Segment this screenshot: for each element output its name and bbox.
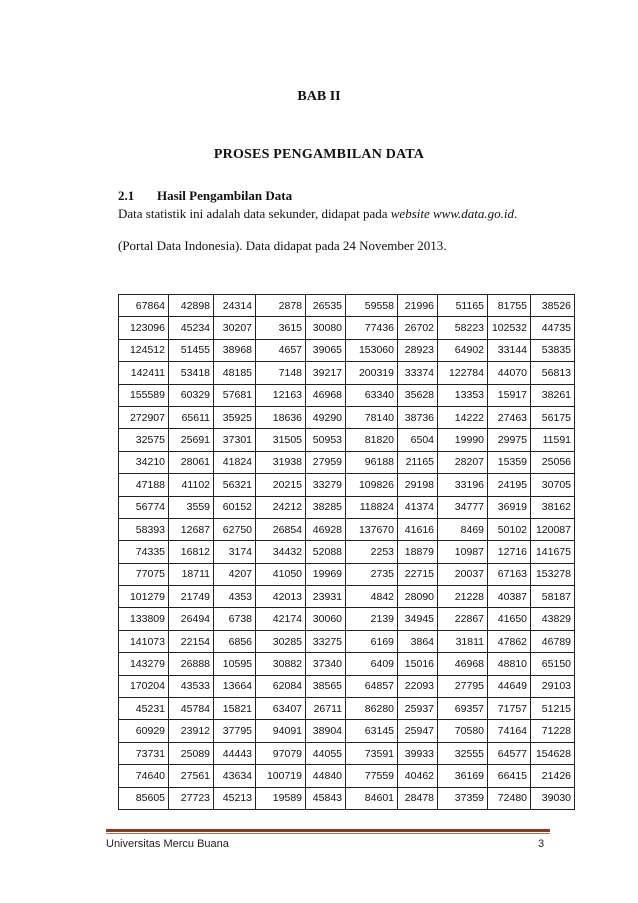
table-cell: 3615	[256, 317, 306, 339]
table-cell: 26711	[306, 698, 346, 720]
paragraph-suffix: .	[514, 206, 518, 221]
table-cell: 22093	[398, 675, 438, 697]
table-cell: 2878	[256, 295, 306, 317]
table-cell: 6504	[398, 429, 438, 451]
table-cell: 30705	[531, 474, 575, 496]
table-cell: 26702	[398, 317, 438, 339]
table-cell: 25937	[398, 698, 438, 720]
table-cell: 3559	[169, 496, 214, 518]
table-cell: 24195	[488, 474, 531, 496]
table-cell: 28207	[438, 451, 488, 473]
table-cell: 21996	[398, 295, 438, 317]
table-cell: 170204	[119, 675, 169, 697]
table-cell: 77075	[119, 563, 169, 585]
table-cell: 20215	[256, 474, 306, 496]
table-cell: 41824	[214, 451, 256, 473]
table-cell: 44649	[488, 675, 531, 697]
table-cell: 46928	[306, 518, 346, 540]
table-cell: 41650	[488, 608, 531, 630]
table-cell: 19969	[306, 563, 346, 585]
table-cell: 59558	[346, 295, 398, 317]
table-cell: 133809	[119, 608, 169, 630]
table-cell: 73731	[119, 742, 169, 764]
table-cell: 39217	[306, 362, 346, 384]
table-row	[119, 698, 575, 720]
table-cell: 71757	[488, 698, 531, 720]
table-cell: 26494	[169, 608, 214, 630]
table-cell: 34210	[119, 451, 169, 473]
table-cell: 77436	[346, 317, 398, 339]
table-cell: 118824	[346, 496, 398, 518]
table-cell: 57681	[214, 384, 256, 406]
table-cell: 28923	[398, 339, 438, 361]
table-cell: 53835	[531, 339, 575, 361]
table-cell: 67163	[488, 563, 531, 585]
table-cell: 94091	[256, 720, 306, 742]
paragraph-line-2: (Portal Data Indonesia). Data didapat pada 24 November 2013.	[118, 238, 447, 253]
footer-rule	[106, 829, 550, 832]
table-cell: 101279	[119, 586, 169, 608]
table-row	[119, 787, 575, 809]
table-cell: 56813	[531, 362, 575, 384]
table-cell: 15016	[398, 653, 438, 675]
table-cell: 97079	[256, 742, 306, 764]
table-row	[119, 406, 575, 428]
table-cell: 64902	[438, 339, 488, 361]
table-cell: 41050	[256, 563, 306, 585]
chapter-heading: BAB II	[297, 89, 341, 104]
table-cell: 62084	[256, 675, 306, 697]
table-cell: 65611	[169, 406, 214, 428]
table-cell: 15917	[488, 384, 531, 406]
table-cell: 22867	[438, 608, 488, 630]
table-cell: 32575	[119, 429, 169, 451]
table-cell: 43829	[531, 608, 575, 630]
table-cell: 41374	[398, 496, 438, 518]
table-cell: 51455	[169, 339, 214, 361]
table-row	[119, 384, 575, 406]
table-row	[119, 586, 575, 608]
table-cell: 31811	[438, 630, 488, 652]
table-cell: 6856	[214, 630, 256, 652]
table-cell: 154628	[531, 742, 575, 764]
table-cell: 137670	[346, 518, 398, 540]
table-cell: 64857	[346, 675, 398, 697]
table-cell: 73591	[346, 742, 398, 764]
table-row	[119, 295, 575, 317]
table-cell: 35628	[398, 384, 438, 406]
table-cell: 45843	[306, 787, 346, 809]
table-cell: 20037	[438, 563, 488, 585]
table-cell: 143279	[119, 653, 169, 675]
table-cell: 53418	[169, 362, 214, 384]
table-cell: 26535	[306, 295, 346, 317]
table-cell: 3174	[214, 541, 256, 563]
table-cell: 44070	[488, 362, 531, 384]
table-cell: 81820	[346, 429, 398, 451]
table-cell: 122784	[438, 362, 488, 384]
table-cell: 10595	[214, 653, 256, 675]
table-cell: 39933	[398, 742, 438, 764]
table-cell: 46968	[438, 653, 488, 675]
table-cell: 21228	[438, 586, 488, 608]
paragraph-line-1	[118, 206, 517, 222]
table-cell: 44443	[214, 742, 256, 764]
table-cell: 6738	[214, 608, 256, 630]
page-number: 3	[538, 838, 545, 850]
table-row	[119, 362, 575, 384]
table-cell: 74164	[488, 720, 531, 742]
table-cell: 12163	[256, 384, 306, 406]
table-cell: 18636	[256, 406, 306, 428]
table-cell: 25691	[169, 429, 214, 451]
table-cell: 38162	[531, 496, 575, 518]
table-cell: 51215	[531, 698, 575, 720]
table-cell: 30285	[256, 630, 306, 652]
table-cell: 30882	[256, 653, 306, 675]
table-cell: 47862	[488, 630, 531, 652]
table-cell: 4353	[214, 586, 256, 608]
table-cell: 30080	[306, 317, 346, 339]
paragraph-text: Data statistik ini adalah data sekunder, didapat pada	[118, 206, 391, 221]
table-cell: 78140	[346, 406, 398, 428]
table-cell: 37795	[214, 720, 256, 742]
table-cell: 153060	[346, 339, 398, 361]
table-cell: 85605	[119, 787, 169, 809]
table-cell: 30060	[306, 608, 346, 630]
table-cell: 62750	[214, 518, 256, 540]
table-cell: 38736	[398, 406, 438, 428]
table-cell: 21165	[398, 451, 438, 473]
table-row	[119, 496, 575, 518]
table-row	[119, 339, 575, 361]
table-cell: 45784	[169, 698, 214, 720]
table-cell: 58223	[438, 317, 488, 339]
website-reference: website www.data.go.id	[390, 206, 515, 221]
table-cell: 2139	[346, 608, 398, 630]
table-cell: 74640	[119, 765, 169, 787]
table-row	[119, 451, 575, 473]
table-cell: 44735	[531, 317, 575, 339]
table-cell: 38565	[306, 675, 346, 697]
table-cell: 42174	[256, 608, 306, 630]
table-cell: 34432	[256, 541, 306, 563]
table-cell: 56321	[214, 474, 256, 496]
table-cell: 27795	[438, 675, 488, 697]
table-cell: 33275	[306, 630, 346, 652]
table-cell: 44055	[306, 742, 346, 764]
table-cell: 72480	[488, 787, 531, 809]
table-cell: 31938	[256, 451, 306, 473]
table-row	[119, 518, 575, 540]
table-cell: 26888	[169, 653, 214, 675]
table-cell: 46968	[306, 384, 346, 406]
table-cell: 13353	[438, 384, 488, 406]
table-cell: 21426	[531, 765, 575, 787]
table-cell: 45234	[169, 317, 214, 339]
table-cell: 31505	[256, 429, 306, 451]
table-cell: 41616	[398, 518, 438, 540]
table-cell: 14222	[438, 406, 488, 428]
table-row	[119, 742, 575, 764]
table-cell: 36919	[488, 496, 531, 518]
table-cell: 37301	[214, 429, 256, 451]
table-cell: 10987	[438, 541, 488, 563]
table-cell: 63407	[256, 698, 306, 720]
table-cell: 30207	[214, 317, 256, 339]
table-cell: 272907	[119, 406, 169, 428]
table-cell: 16812	[169, 541, 214, 563]
table-cell: 64577	[488, 742, 531, 764]
table-cell: 22154	[169, 630, 214, 652]
table-cell: 100719	[256, 765, 306, 787]
table-cell: 27723	[169, 787, 214, 809]
table-cell: 22715	[398, 563, 438, 585]
table-cell: 8469	[438, 518, 488, 540]
table-cell: 24314	[214, 295, 256, 317]
table-cell: 63340	[346, 384, 398, 406]
table-cell: 6169	[346, 630, 398, 652]
table-cell: 15359	[488, 451, 531, 473]
table-cell: 71228	[531, 720, 575, 742]
table-cell: 43634	[214, 765, 256, 787]
table-cell: 124512	[119, 339, 169, 361]
table-cell: 28090	[398, 586, 438, 608]
table-cell: 18879	[398, 541, 438, 563]
table-cell: 81755	[488, 295, 531, 317]
table-cell: 33279	[306, 474, 346, 496]
table-cell: 109826	[346, 474, 398, 496]
table-cell: 84601	[346, 787, 398, 809]
table-cell: 33144	[488, 339, 531, 361]
table-cell: 77559	[346, 765, 398, 787]
table-cell: 74335	[119, 541, 169, 563]
table-cell: 37340	[306, 653, 346, 675]
table-row	[119, 720, 575, 742]
table-cell: 51165	[438, 295, 488, 317]
table-cell: 12716	[488, 541, 531, 563]
table-cell: 58393	[119, 518, 169, 540]
table-cell: 25089	[169, 742, 214, 764]
table-row	[119, 765, 575, 787]
table-row	[119, 630, 575, 652]
table-cell: 70580	[438, 720, 488, 742]
table-cell: 38261	[531, 384, 575, 406]
data-table-body	[119, 295, 575, 810]
table-cell: 4657	[256, 339, 306, 361]
table-row	[119, 317, 575, 339]
table-cell: 96188	[346, 451, 398, 473]
table-cell: 56175	[531, 406, 575, 428]
table-cell: 2253	[346, 541, 398, 563]
table-cell: 28478	[398, 787, 438, 809]
table-cell: 69357	[438, 698, 488, 720]
table-cell: 11591	[531, 429, 575, 451]
table-row	[119, 541, 575, 563]
table-cell: 36169	[438, 765, 488, 787]
table-cell: 38968	[214, 339, 256, 361]
table-cell: 200319	[346, 362, 398, 384]
table-cell: 48810	[488, 653, 531, 675]
table-cell: 153278	[531, 563, 575, 585]
table-cell: 50953	[306, 429, 346, 451]
table-cell: 37359	[438, 787, 488, 809]
table-cell: 27561	[169, 765, 214, 787]
table-cell: 25056	[531, 451, 575, 473]
table-cell: 43533	[169, 675, 214, 697]
table-cell: 38904	[306, 720, 346, 742]
table-cell: 42013	[256, 586, 306, 608]
table-cell: 34945	[398, 608, 438, 630]
table-cell: 52088	[306, 541, 346, 563]
table-cell: 4842	[346, 586, 398, 608]
table-cell: 27959	[306, 451, 346, 473]
table-cell: 47188	[119, 474, 169, 496]
table-cell: 38526	[531, 295, 575, 317]
table-cell: 141675	[531, 541, 575, 563]
table-cell: 29198	[398, 474, 438, 496]
table-cell: 42898	[169, 295, 214, 317]
table-cell: 40387	[488, 586, 531, 608]
table-cell: 12687	[169, 518, 214, 540]
table-cell: 41102	[169, 474, 214, 496]
table-cell: 48185	[214, 362, 256, 384]
table-cell: 65150	[531, 653, 575, 675]
table-cell: 33374	[398, 362, 438, 384]
table-cell: 3864	[398, 630, 438, 652]
table-cell: 6409	[346, 653, 398, 675]
table-cell: 45231	[119, 698, 169, 720]
table-cell: 23912	[169, 720, 214, 742]
table-cell: 40462	[398, 765, 438, 787]
table-cell: 102532	[488, 317, 531, 339]
table-cell: 2735	[346, 563, 398, 585]
table-cell: 44840	[306, 765, 346, 787]
table-cell: 142411	[119, 362, 169, 384]
table-cell: 46789	[531, 630, 575, 652]
table-cell: 33196	[438, 474, 488, 496]
table-cell: 56774	[119, 496, 169, 518]
table-cell: 58187	[531, 586, 575, 608]
table-cell: 155589	[119, 384, 169, 406]
table-cell: 86280	[346, 698, 398, 720]
table-row	[119, 563, 575, 585]
table-cell: 28061	[169, 451, 214, 473]
table-row	[119, 429, 575, 451]
chapter-title: PROSES PENGAMBILAN DATA	[213, 147, 425, 162]
table-cell: 60929	[119, 720, 169, 742]
section-title: Hasil Pengambilan Data	[157, 188, 293, 203]
table-cell: 7148	[256, 362, 306, 384]
table-cell: 29975	[488, 429, 531, 451]
table-cell: 120087	[531, 518, 575, 540]
table-cell: 141073	[119, 630, 169, 652]
table-cell: 66415	[488, 765, 531, 787]
table-cell: 19990	[438, 429, 488, 451]
table-cell: 67864	[119, 295, 169, 317]
footer-institution: Universitas Mercu Buana	[106, 838, 229, 850]
table-cell: 13664	[214, 675, 256, 697]
table-cell: 19589	[256, 787, 306, 809]
table-cell: 60329	[169, 384, 214, 406]
table-row	[119, 474, 575, 496]
section-number: 2.1	[118, 188, 135, 203]
table-cell: 15821	[214, 698, 256, 720]
table-cell: 123096	[119, 317, 169, 339]
table-row	[119, 608, 575, 630]
table-cell: 45213	[214, 787, 256, 809]
table-cell: 35925	[214, 406, 256, 428]
footer-rule-thin	[106, 833, 550, 834]
table-cell: 50102	[488, 518, 531, 540]
table-cell: 24212	[256, 496, 306, 518]
table-cell: 29103	[531, 675, 575, 697]
table-row	[119, 675, 575, 697]
table-cell: 63145	[346, 720, 398, 742]
table-cell: 23931	[306, 586, 346, 608]
table-cell: 21749	[169, 586, 214, 608]
table-cell: 18711	[169, 563, 214, 585]
table-cell: 49290	[306, 406, 346, 428]
table-cell: 34777	[438, 496, 488, 518]
table-cell: 32555	[438, 742, 488, 764]
table-cell: 25947	[398, 720, 438, 742]
table-cell: 26854	[256, 518, 306, 540]
table-cell: 4207	[214, 563, 256, 585]
table-cell: 38285	[306, 496, 346, 518]
data-table	[118, 294, 575, 810]
section-heading	[118, 188, 292, 204]
table-cell: 39065	[306, 339, 346, 361]
table-row	[119, 653, 575, 675]
table-cell: 27463	[488, 406, 531, 428]
table-cell: 60152	[214, 496, 256, 518]
table-cell: 39030	[531, 787, 575, 809]
